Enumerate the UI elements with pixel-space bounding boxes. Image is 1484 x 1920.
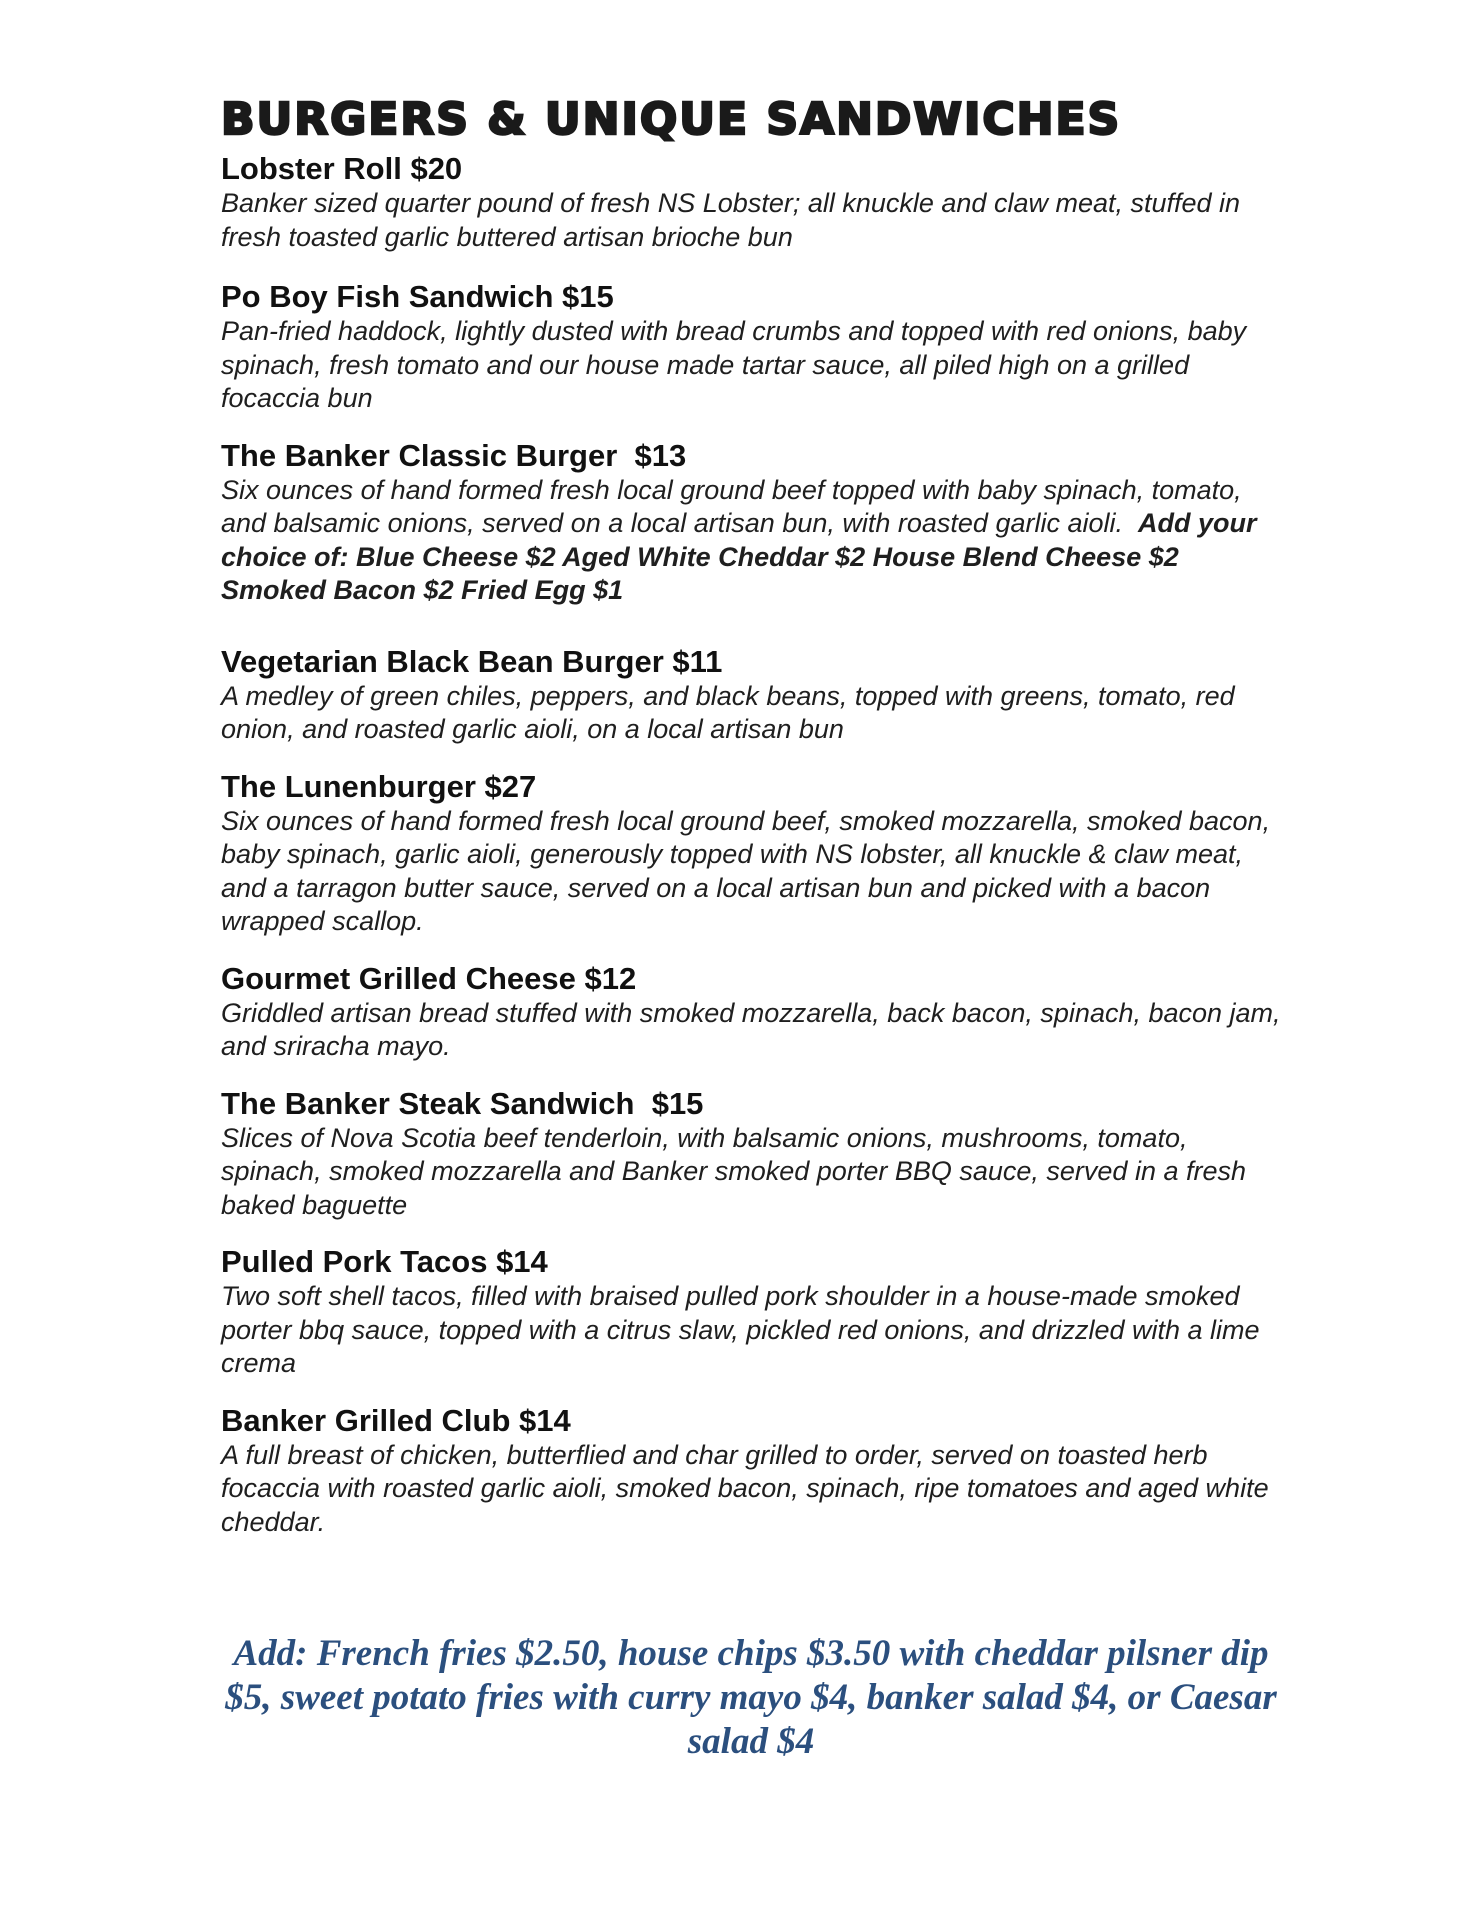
item-title: Banker Grilled Club $14 — [221, 1402, 571, 1438]
item-title: The Banker Steak Sandwich $15 — [221, 1085, 704, 1121]
item-description: Pan-fried haddock, lightly dusted with bread crumbs and topped with red onions, baby spinach, fresh tomato and our house made tartar sauce, all piled high on a grilled focaccia bun — [221, 316, 1247, 413]
menu-item-lunenburger — [221, 768, 1281, 939]
menu-item-grilled-club — [221, 1402, 1281, 1540]
item-description: Six ounces of hand formed fresh local ground beef, smoked mozzarella, smoked bacon, baby spinach, garlic aioli, generously topped with NS lobster, all knuckle & claw meat, and a tarragon butter sauce, served on a local artisan bun and picked with a bacon wrapped scallop. — [221, 805, 1271, 936]
item-description: Banker sized quarter pound of fresh NS Lobster; all knuckle and claw meat, stuffed in fresh toasted garlic buttered artisan brioche bun — [221, 188, 1241, 252]
item-description: Two soft shell tacos, filled with braised pulled pork shoulder in a house-made smoked porter bbq sauce, topped with a citrus slaw, pickled red onions, and drizzled with a lime crema — [221, 1281, 1260, 1378]
item-title: Gourmet Grilled Cheese $12 — [221, 960, 637, 996]
item-title: Vegetarian Black Bean Burger $11 — [221, 643, 723, 679]
menu-item-lobster-roll — [221, 150, 1281, 254]
menu-items-list — [221, 150, 1281, 1539]
item-add-options: Add your choice of: Blue Cheese $2 Aged White Cheddar $2 House Blend Cheese $2 Smoked Bacon $2 Fried Egg $1 — [221, 508, 1257, 605]
item-title: Po Boy Fish Sandwich $15 — [221, 279, 614, 314]
item-title: The Banker Classic Burger $13 — [221, 437, 687, 473]
menu-item-steak-sandwich — [221, 1085, 1281, 1223]
item-title: The Lunenburger $27 — [221, 768, 537, 804]
menu-item-black-bean-burger — [221, 643, 1281, 747]
menu-item-po-boy — [221, 278, 1281, 416]
sides-add-ons: Add: French fries $2.50, house chips $3.50 with cheddar pilsner dip $5, sweet potato fries with curry mayo $4, banker salad $4, or Caesar salad $4 — [225, 1633, 1277, 1762]
item-description — [221, 474, 1281, 608]
item-title: Pulled Pork Tacos $14 — [221, 1244, 548, 1279]
menu-item-pulled-pork-tacos — [221, 1243, 1281, 1381]
item-description: A medley of green chiles, peppers, and black beans, topped with greens, tomato, red onion, and roasted garlic aioli, on a local artisan bun — [221, 680, 1235, 744]
item-description: Slices of Nova Scotia beef tenderloin, with balsamic onions, mushrooms, tomato, spinach, smoked mozzarella and Banker smoked porter BBQ sauce, served in a fresh baked baguette — [221, 1122, 1246, 1220]
item-description-text: Six ounces of hand formed fresh local ground beef topped with baby spinach, tomato, and balsamic onions, served on a local artisan bun, with roasted garlic aioli. — [221, 474, 1242, 538]
menu-item-classic-burger — [221, 437, 1281, 608]
section-heading: BURGERS & UNIQUE SANDWICHES — [221, 94, 1122, 145]
item-description: Griddled artisan bread stuffed with smoked mozzarella, back bacon, spinach, bacon jam, and sriracha mayo. — [221, 997, 1281, 1061]
item-title: Lobster Roll $20 — [221, 151, 463, 186]
item-description: A full breast of chicken, butterflied and char grilled to order, served on toasted herb focaccia with roasted garlic aioli, smoked bacon, spinach, ripe tomatoes and aged white cheddar. — [221, 1439, 1269, 1537]
menu-item-grilled-cheese — [221, 960, 1281, 1064]
